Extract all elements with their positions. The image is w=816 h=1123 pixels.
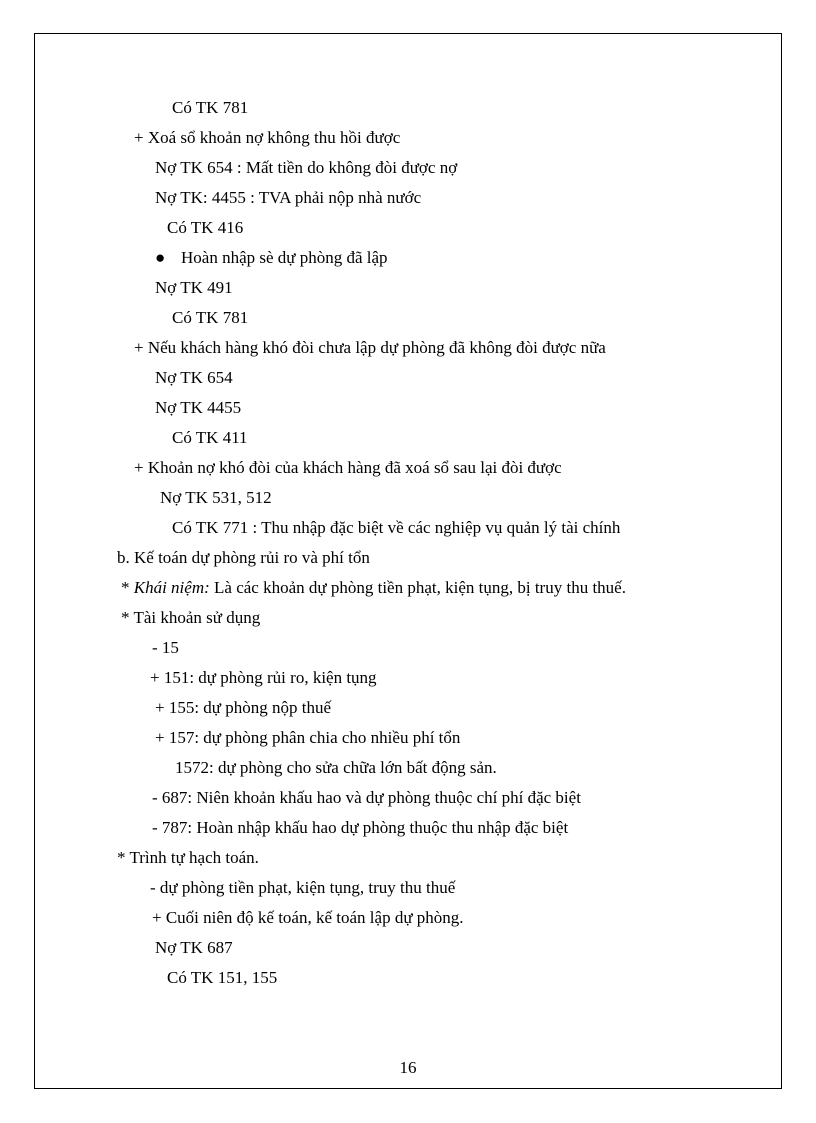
bullet-text: Hoàn nhập sè dự phòng đã lập [181, 248, 388, 267]
text-line: + Nếu khách hàng khó đòi chưa lập dự phòng đã không đòi được nữa [134, 338, 606, 357]
text-line: 1572: dự phòng cho sửa chữa lớn bất động sản. [175, 758, 497, 777]
text-line: Nợ TK 531, 512 [160, 488, 272, 507]
text-line: Nợ TK 4455 [155, 398, 242, 417]
text-line: Có TK 781 [172, 308, 249, 327]
definition-text: Là các khoản dự phòng tiền phạt, kiện tụng, bị truy thu thuế. [209, 578, 626, 597]
text-line: Có TK 416 [167, 218, 244, 237]
text-line: + 151: dự phòng rủi ro, kiện tụng [150, 668, 377, 687]
text-line: + 157: dự phòng phân chia cho nhiều phí tổn [155, 728, 461, 747]
text-line: * Trình tự hạch toán. [117, 848, 259, 867]
bullet-icon: ● [155, 248, 166, 267]
text-line: Nợ TK: 4455 : TVA phải nộp nhà nước [155, 188, 422, 207]
bullet-line [155, 248, 388, 268]
text-line: Có TK 771 : Thu nhập đặc biệt về các nghiệp vụ quản lý tài chính [172, 518, 621, 537]
page-number: 16 [399, 1058, 417, 1077]
text-line: * Tài khoản sử dụng [121, 608, 261, 627]
text-line: Nợ TK 654 [155, 368, 233, 387]
text-line: Có TK 411 [172, 428, 248, 447]
text-line: - 15 [152, 638, 179, 657]
section-heading: b. Kế toán dự phòng rủi ro và phí tổn [117, 548, 370, 567]
text-line: + Khoản nợ khó đòi của khách hàng đã xoá sổ sau lại đòi được [134, 458, 562, 477]
text-line: + Cuối niên độ kế toán, kế toán lập dự phòng. [152, 908, 464, 927]
text-line: Nợ TK 687 [155, 938, 233, 957]
asterisk: * [121, 578, 134, 597]
text-line: Có TK 781 [172, 98, 249, 117]
text-line: Có TK 151, 155 [167, 968, 278, 987]
text-line: Nợ TK 491 [155, 278, 233, 297]
text-line: Nợ TK 654 : Mất tiền do không đòi được nợ [155, 158, 458, 177]
text-line: - 787: Hoàn nhập khấu hao dự phòng thuộc thu nhập đặc biệt [152, 818, 569, 837]
text-line [121, 578, 626, 598]
text-line: - 687: Niên khoản khấu hao và dự phòng thuộc chí phí đặc biệt [152, 788, 581, 807]
text-line: + Xoá sổ khoản nợ không thu hồi được [134, 128, 401, 147]
text-line: - dự phòng tiền phạt, kiện tụng, truy thu thuế [150, 878, 456, 897]
text-line: + 155: dự phòng nộp thuế [155, 698, 332, 717]
definition-term: Khái niệm: [133, 578, 210, 597]
